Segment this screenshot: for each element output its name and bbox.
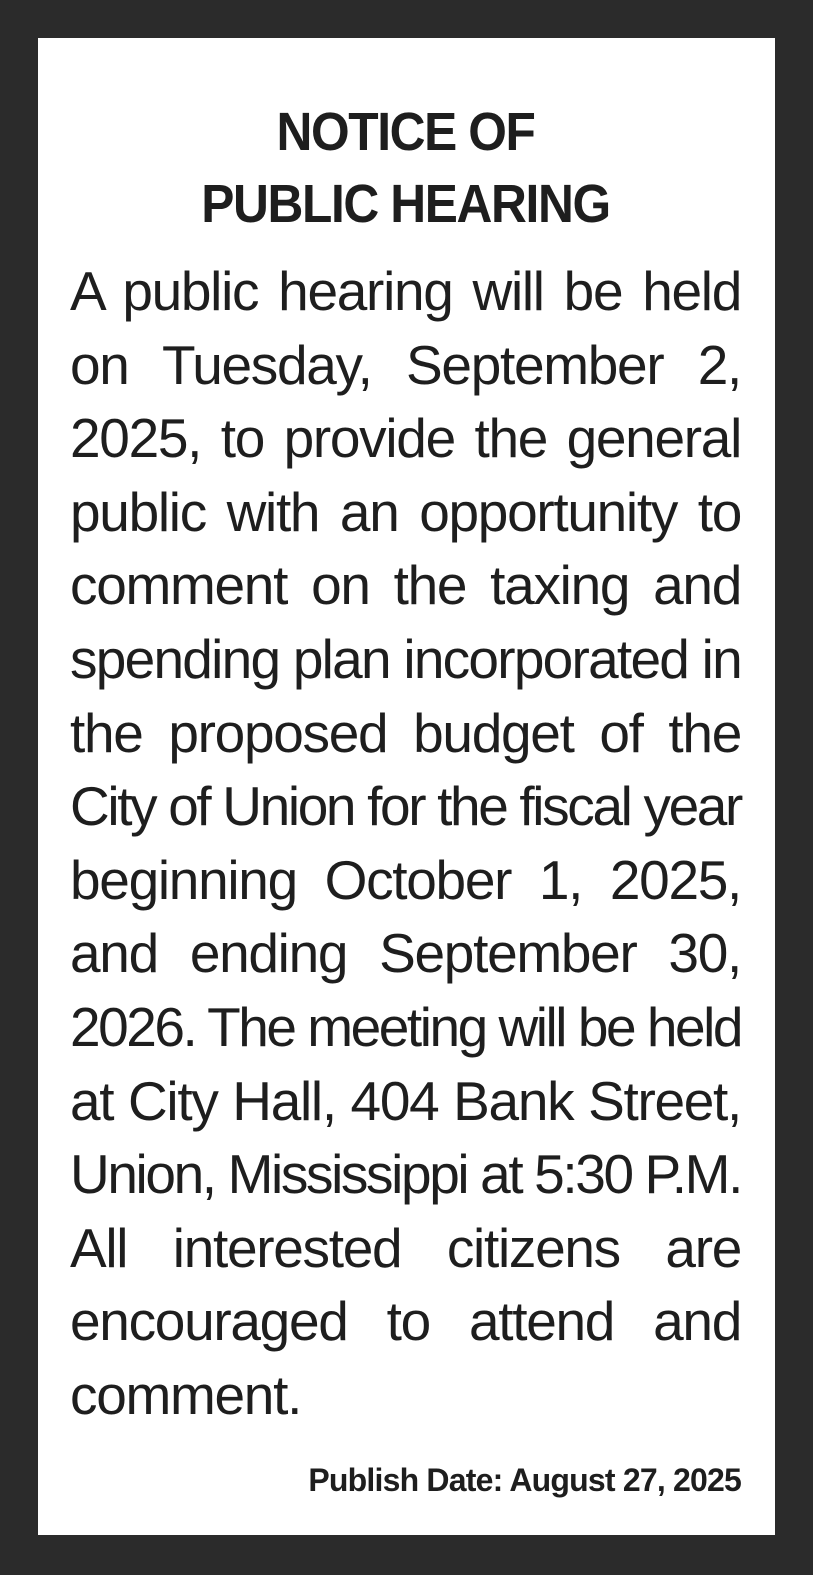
notice-body-line: City of Union for the fiscal year [70,775,741,838]
notice-body [70,255,741,1433]
notice-title-line-1: NOTICE OF [276,102,535,162]
notice-body-line: A public hearing will be held [70,260,741,322]
publish-date: Publish Date: August 27, 2025 [308,1462,741,1498]
notice-body-line: 2026. The meeting will be held [70,995,741,1058]
public-hearing-notice [38,38,775,1535]
notice-body-line: comment on the taxing and [70,554,741,617]
notice-body-line: encouraged to attend and [70,1290,741,1353]
notice-body-line: spending plan incorporated in [70,627,741,690]
notice-body-line: at City Hall, 404 Bank Street, [70,1069,741,1132]
notice-body-line: 2025, to provide the general [70,407,741,470]
notice-body-line: Union, Mississippi at 5:30 P.M. [70,1143,741,1206]
notice-body-line: beginning October 1, 2025, [70,848,741,911]
notice-body-line: the proposed budget of the [70,701,741,764]
notice-body-line: All interested citizens are [70,1216,741,1279]
notice-title-line-2: PUBLIC HEARING [201,174,610,234]
notice-body-line: and ending September 30, [70,922,741,985]
notice-title [97,96,714,240]
notice-body-line: public with an opportunity to [70,480,741,543]
notice-body-line: comment. [70,1363,302,1426]
notice-body-line: on Tuesday, September 2, [70,333,741,396]
